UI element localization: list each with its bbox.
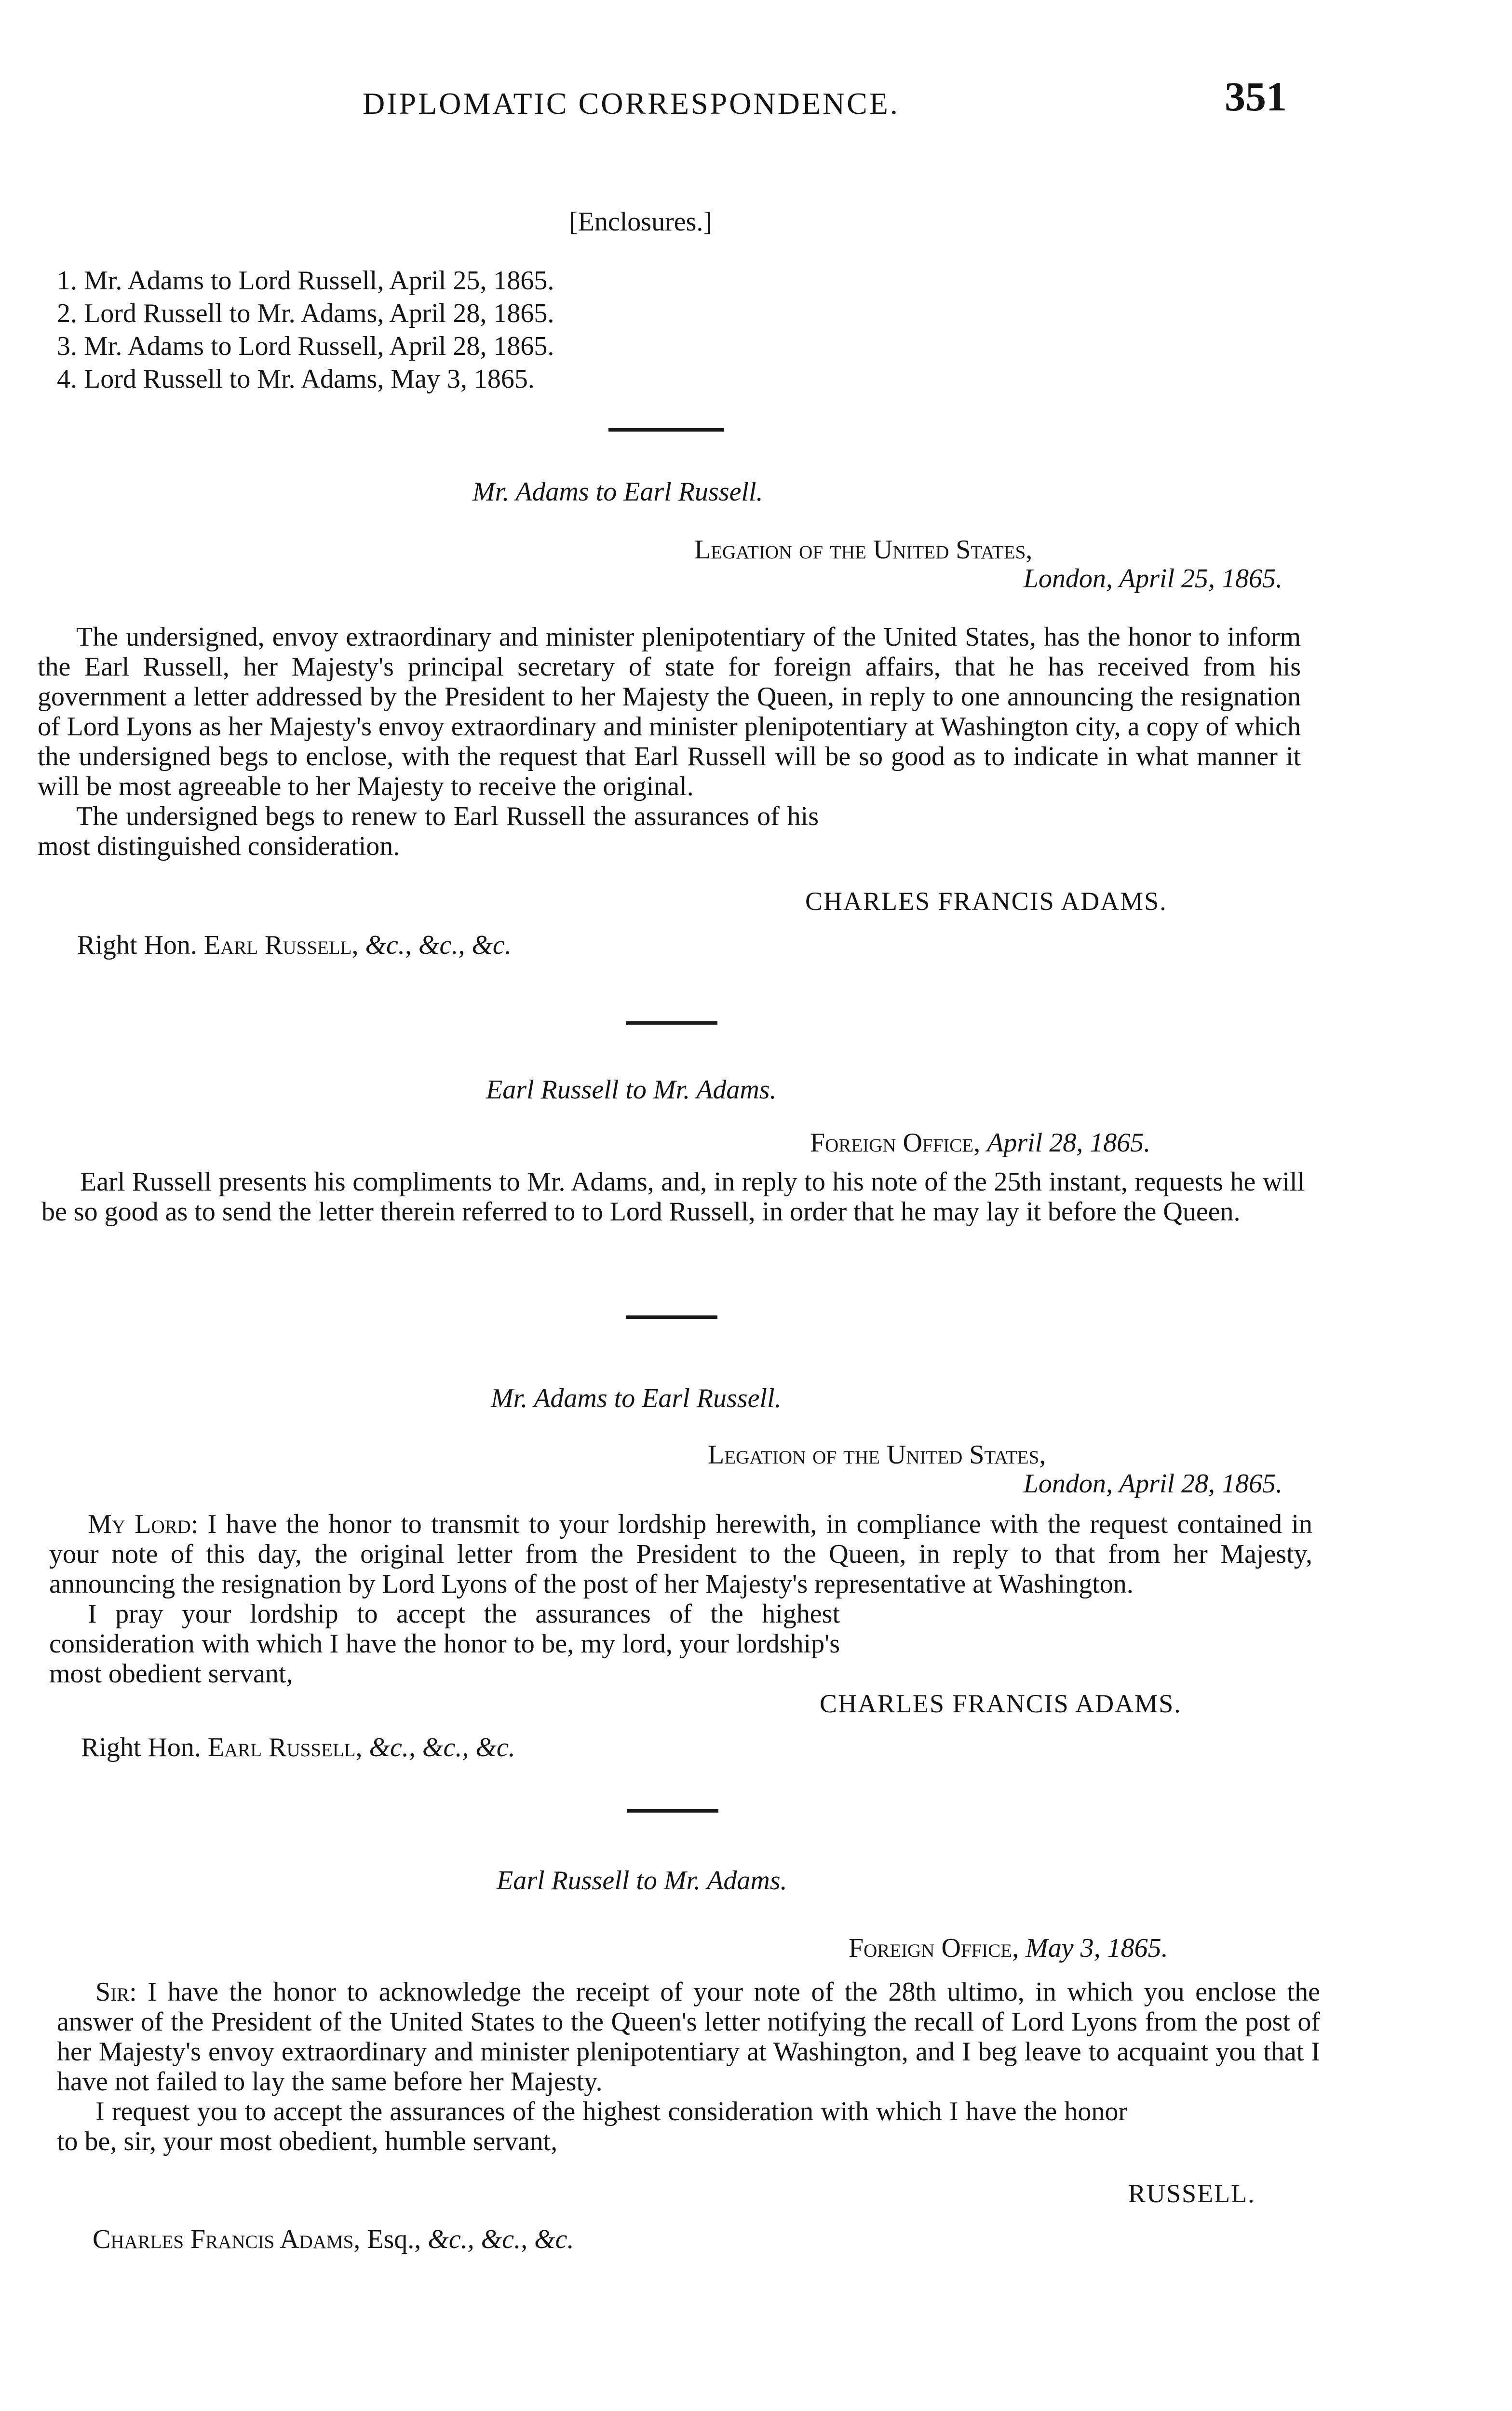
letter-1-signature: CHARLES FRANCIS ADAMS. [805, 887, 1167, 916]
page-number: 351 [1225, 73, 1287, 120]
letter-3-heading: Mr. Adams to Earl Russell. [491, 1383, 782, 1413]
enclosures-heading: [Enclosures.] [569, 207, 713, 237]
address-suffix: &c., &c., &c. [428, 2224, 574, 2254]
letter-2-date: April 28, 1865. [987, 1128, 1151, 1158]
letter-3-body [49, 1509, 1312, 1689]
letter-4-signature: RUSSELL. [1128, 2179, 1256, 2208]
letter-4-salutation: Sir: [95, 1977, 137, 2007]
letter-1-place: Legation of the United States, [694, 535, 1033, 565]
letter-2-dateline [810, 1127, 1150, 1158]
letter-3-paragraph [49, 1509, 1312, 1599]
address-prefix: Right Hon. [81, 1733, 201, 1762]
letter-3-address [81, 1732, 515, 1763]
address-name: Charles Francis Adams, [93, 2224, 361, 2254]
letter-1-address [77, 930, 512, 961]
letter-1-date: London, April 25, 1865. [1023, 564, 1282, 594]
letter-4-dateline [849, 1933, 1168, 1964]
letter-3-date: London, April 28, 1865. [1023, 1469, 1282, 1499]
letter-1-paragraph: The undersigned begs to renew to Earl Russell the assurances of his most distinguished consideration. [38, 801, 819, 861]
section-divider [626, 1315, 717, 1319]
letter-2-body [41, 1167, 1305, 1227]
letter-1-body [38, 622, 1301, 861]
letter-2-place: Foreign Office, [810, 1128, 981, 1158]
letter-4-date: May 3, 1865. [1026, 1933, 1168, 1963]
letter-4-place: Foreign Office, [849, 1933, 1019, 1963]
section-divider [626, 1021, 717, 1025]
enclosures-list [57, 264, 554, 395]
address-name: Earl Russell, [203, 930, 359, 960]
address-name: Earl Russell, [207, 1733, 363, 1762]
enclosure-item: 2. Lord Russell to Mr. Adams, April 28, 1865. [57, 298, 554, 328]
letter-2-heading: Earl Russell to Mr. Adams. [486, 1075, 777, 1105]
section-divider [608, 428, 724, 432]
enclosure-item: 1. Mr. Adams to Lord Russell, April 25, 1865. [57, 266, 554, 296]
letter-3-place: Legation of the United States, [708, 1440, 1046, 1470]
letter-4-body [57, 1977, 1320, 2156]
section-divider [627, 1809, 718, 1813]
letter-1-heading: Mr. Adams to Earl Russell. [472, 477, 763, 507]
letter-4-paragraph-text: I have the honor to acknowledge the receipt of your note of the 28th ultimo, in which you enclose the answer of the President of the United States to the Queen's letter notifying the recall of Lord Lyons from the post of her Majesty's envoy extraordinary and minister plenipotentiary at Washington, and I beg leave to acquaint you that I have not failed to lay the same before her Majesty. [57, 1977, 1321, 2097]
letter-4-paragraph [57, 1977, 1320, 2097]
letter-4-heading: Earl Russell to Mr. Adams. [497, 1866, 787, 1896]
letter-3-paragraph-text: I have the honor to transmit to your lordship herewith, in compliance with the request contained in your note of this day, the original letter from the President to the Queen, in reply to that from her Majesty, announcing the resignation by Lord Lyons of the post of her Majesty's representative at Washington. [49, 1509, 1313, 1599]
letter-3-salutation: My Lord: [88, 1509, 199, 1539]
running-header-title: DIPLOMATIC CORRESPONDENCE. [363, 86, 900, 121]
letter-3-paragraph: I pray your lordship to accept the assurances of the highest consideration with which I have the honor to be, my lord, your lordship's most obedient servant, [49, 1599, 840, 1689]
enclosure-item: 3. Mr. Adams to Lord Russell, April 28, 1865. [57, 331, 554, 361]
address-suffix: &c., &c., &c. [369, 1733, 515, 1762]
letter-1-paragraph: The undersigned, envoy extraordinary and minister plenipotentiary of the United States, has the honor to inform the Earl Russell, her Majesty's principal secretary of state for foreign affairs, that he has received from his government a letter addressed by the President to her Majesty the Queen, in reply to one announcing the resignation of Lord Lyons as her Majesty's envoy extraordinary and minister plenipotentiary at Washington city, a copy of which the undersigned begs to enclose, with the request that Earl Russell will be so good as to indicate in what manner it will be most agreeable to her Majesty to receive the original. [38, 622, 1301, 801]
letter-4-address [93, 2224, 574, 2255]
address-prefix: Esq., [367, 2224, 421, 2254]
letter-3-signature: CHARLES FRANCIS ADAMS. [820, 1689, 1182, 1718]
letter-2-paragraph: Earl Russell presents his compliments to Mr. Adams, and, in reply to his note of the 25th instant, requests he will be so good as to send the letter therein referred to to Lord Russell, in order that he may lay it before the Queen. [41, 1167, 1305, 1227]
letter-4-paragraph: I request you to accept the assurances of the highest consideration with which I have the honor to be, sir, your most obedient, humble servant, [57, 2097, 1127, 2156]
enclosure-item: 4. Lord Russell to Mr. Adams, May 3, 1865. [57, 364, 535, 394]
address-suffix: &c., &c., &c. [365, 930, 512, 960]
address-prefix: Right Hon. [77, 930, 197, 960]
